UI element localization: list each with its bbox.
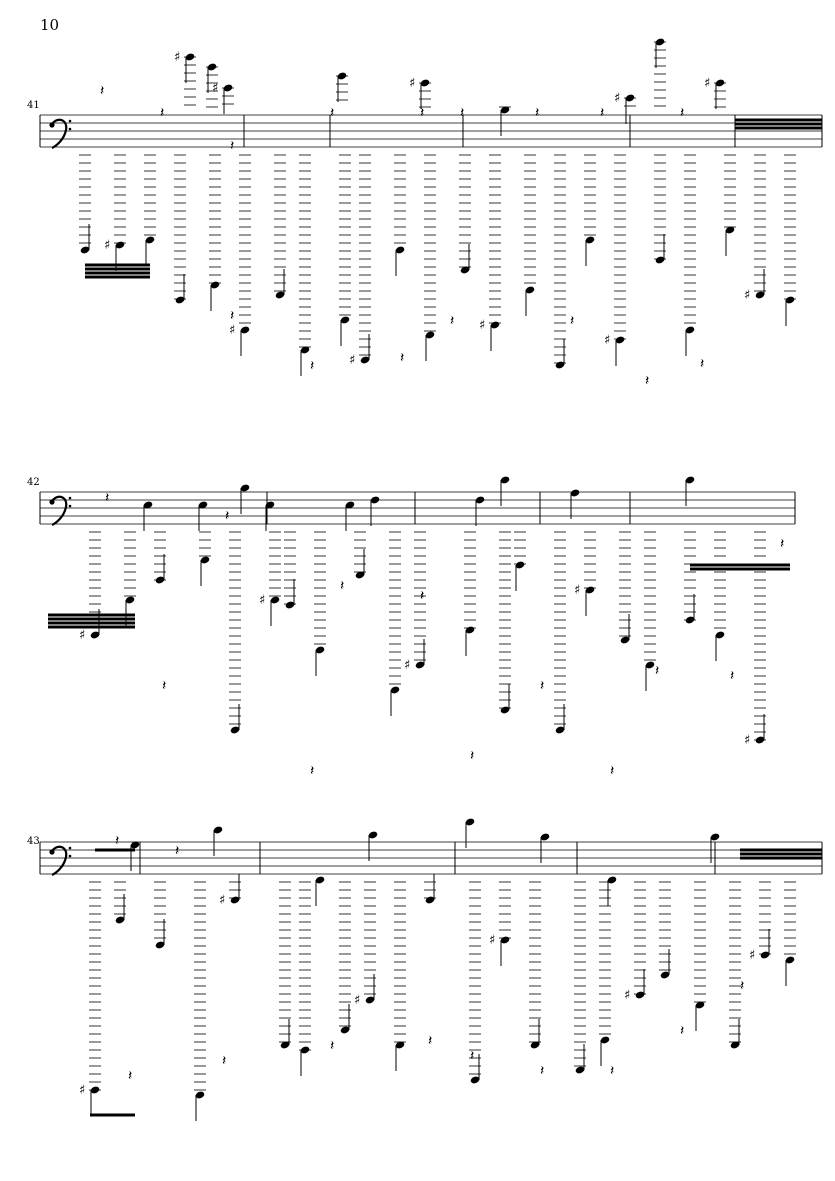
bass-clef-dot bbox=[69, 855, 72, 858]
quarter-rest-icon: 𝄽 bbox=[400, 350, 405, 366]
quarter-rest-icon: 𝄽 bbox=[420, 588, 425, 604]
sharp-icon: ♯ bbox=[349, 353, 356, 368]
sharp-icon: ♯ bbox=[604, 333, 611, 348]
sharp-icon: ♯ bbox=[744, 288, 751, 303]
quarter-rest-icon: 𝄽 bbox=[162, 678, 167, 694]
sharp-icon: ♯ bbox=[489, 933, 496, 948]
quarter-rest-icon: 𝄽 bbox=[428, 1033, 433, 1049]
quarter-rest-icon: 𝄽 bbox=[655, 663, 660, 679]
sharp-icon: ♯ bbox=[354, 993, 361, 1008]
sharp-icon: ♯ bbox=[104, 238, 111, 253]
quarter-rest-icon: 𝄽 bbox=[535, 105, 540, 121]
quarter-rest-icon: 𝄽 bbox=[230, 308, 235, 324]
quarter-rest-icon: 𝄽 bbox=[600, 105, 605, 121]
quarter-rest-icon: 𝄽 bbox=[340, 578, 345, 594]
bass-clef-dot bbox=[69, 128, 72, 131]
quarter-rest-icon: 𝄽 bbox=[460, 105, 465, 121]
sharp-icon: ♯ bbox=[259, 593, 266, 608]
quarter-rest-icon: 𝄽 bbox=[225, 508, 230, 524]
bass-clef-dot bbox=[69, 497, 72, 500]
quarter-rest-icon: 𝄽 bbox=[100, 83, 105, 99]
quarter-rest-icon: 𝄽 bbox=[222, 1053, 227, 1069]
bass-clef-dot bbox=[49, 122, 54, 127]
staff-3-notation bbox=[0, 790, 835, 1181]
sharp-icon: ♯ bbox=[749, 948, 756, 963]
quarter-rest-icon: 𝄽 bbox=[610, 1063, 615, 1079]
bass-clef-dot bbox=[69, 847, 72, 850]
quarter-rest-icon: 𝄽 bbox=[570, 313, 575, 329]
bass-clef-dot bbox=[69, 505, 72, 508]
quarter-rest-icon: 𝄽 bbox=[700, 356, 705, 372]
sharp-icon: ♯ bbox=[404, 658, 411, 673]
quarter-rest-icon: 𝄽 bbox=[730, 668, 735, 684]
quarter-rest-icon: 𝄽 bbox=[680, 1023, 685, 1039]
sharp-icon: ♯ bbox=[744, 733, 751, 748]
page-number: 10 bbox=[40, 16, 60, 34]
quarter-rest-icon: 𝄽 bbox=[740, 978, 745, 994]
quarter-rest-icon: 𝄽 bbox=[310, 358, 315, 374]
quarter-rest-icon: 𝄽 bbox=[230, 138, 235, 154]
sharp-icon: ♯ bbox=[614, 91, 621, 106]
quarter-rest-icon: 𝄽 bbox=[470, 748, 475, 764]
quarter-rest-icon: 𝄽 bbox=[645, 373, 650, 389]
staff-system-1 bbox=[0, 0, 835, 400]
quarter-rest-icon: 𝄽 bbox=[330, 1038, 335, 1054]
quarter-rest-icon: 𝄽 bbox=[105, 490, 110, 506]
measure-number-43: 43 bbox=[27, 836, 40, 847]
sharp-icon: ♯ bbox=[479, 318, 486, 333]
sharp-icon: ♯ bbox=[704, 76, 711, 91]
quarter-rest-icon: 𝄽 bbox=[450, 313, 455, 329]
bass-clef-dot bbox=[69, 120, 72, 123]
sharp-icon: ♯ bbox=[229, 323, 236, 338]
bass-clef-dot bbox=[49, 499, 54, 504]
sharp-icon: ♯ bbox=[409, 76, 416, 91]
quarter-rest-icon: 𝄽 bbox=[680, 105, 685, 121]
staff-1-notation bbox=[0, 0, 835, 400]
quarter-rest-icon: 𝄽 bbox=[610, 763, 615, 779]
staff-system-3 bbox=[0, 790, 835, 1181]
sharp-icon: ♯ bbox=[79, 1083, 86, 1098]
measure-number-41: 41 bbox=[27, 100, 40, 111]
staff-system-2 bbox=[0, 400, 835, 790]
quarter-rest-icon: 𝄽 bbox=[540, 678, 545, 694]
quarter-rest-icon: 𝄽 bbox=[330, 105, 335, 121]
quarter-rest-icon: 𝄽 bbox=[540, 1063, 545, 1079]
sharp-icon: ♯ bbox=[174, 50, 181, 65]
quarter-rest-icon: 𝄽 bbox=[470, 1048, 475, 1064]
quarter-rest-icon: 𝄽 bbox=[420, 105, 425, 121]
sharp-icon: ♯ bbox=[574, 583, 581, 598]
quarter-rest-icon: 𝄽 bbox=[115, 833, 120, 849]
bass-clef-dot bbox=[49, 849, 54, 854]
sharp-icon: ♯ bbox=[624, 988, 631, 1003]
quarter-rest-icon: 𝄽 bbox=[160, 105, 165, 121]
quarter-rest-icon: 𝄽 bbox=[175, 843, 180, 859]
measure-number-42: 42 bbox=[27, 477, 40, 488]
sharp-icon: ♯ bbox=[219, 893, 226, 908]
quarter-rest-icon: 𝄽 bbox=[780, 536, 785, 552]
sharp-icon: ♯ bbox=[212, 81, 219, 96]
staff-2-notation bbox=[0, 400, 835, 790]
sharp-icon: ♯ bbox=[79, 628, 86, 643]
quarter-rest-icon: 𝄽 bbox=[128, 1068, 133, 1084]
quarter-rest-icon: 𝄽 bbox=[310, 763, 315, 779]
